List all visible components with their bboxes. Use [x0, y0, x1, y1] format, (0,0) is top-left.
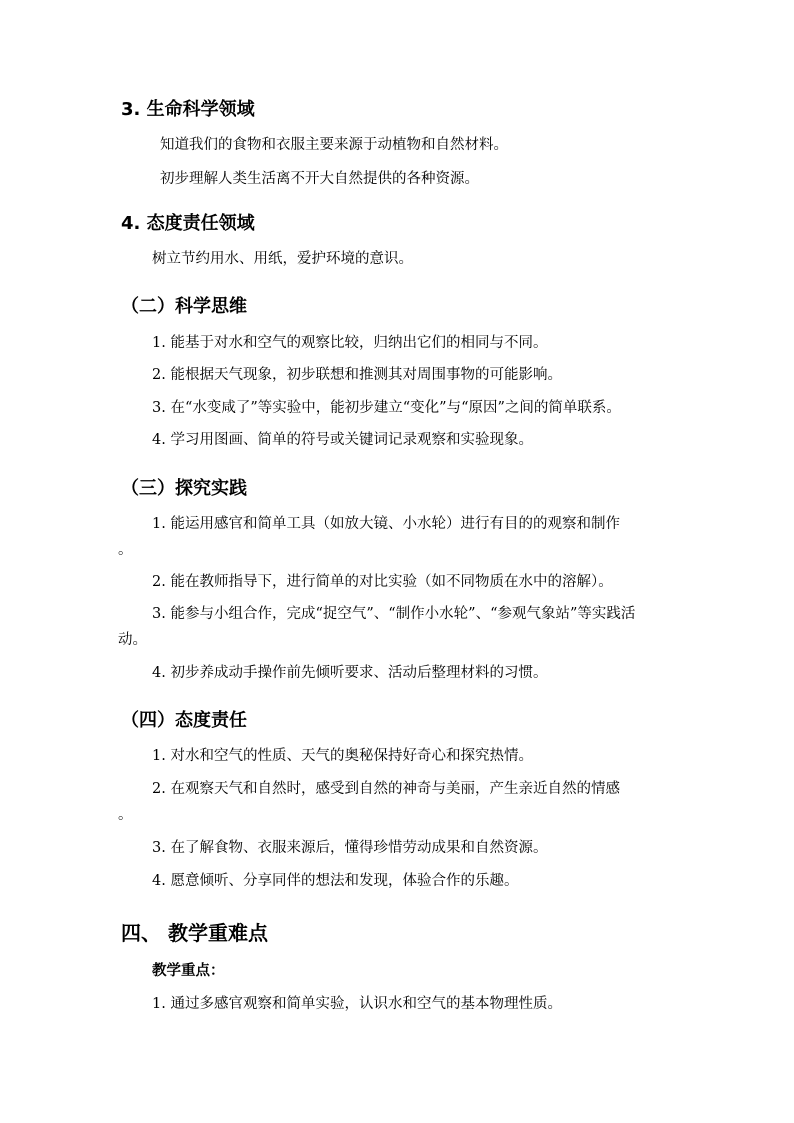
heading-life-science: 3. 生命科学领域 — [121, 99, 255, 120]
paragraph-resources: 初步理解人类生活离不开大自然提供的各种资源。 — [160, 171, 479, 187]
thinking-item-2: 2. 能根据天气现象，初步联想和推测其对周围事物的可能影响。 — [152, 367, 562, 383]
thinking-item-1: 1. 能基于对水和空气的观察比较，归纳出它们的相同与不同。 — [152, 335, 548, 351]
heading-inquiry-practice: （三）探究实践 — [121, 478, 247, 499]
responsibility-item-2-continued: 。 — [118, 807, 133, 823]
practice-item-2: 2. 能在教师指导下，进行简单的对比实验（如不同物质在水中的溶解）。 — [152, 574, 613, 590]
practice-item-4: 4. 初步养成动手操作前先倾听要求、活动后整理材料的习惯。 — [152, 665, 548, 681]
paragraph-food-clothes: 知道我们的食物和衣服主要来源于动植物和自然材料。 — [160, 137, 508, 153]
heading-scientific-thinking: （二）科学思维 — [121, 296, 247, 317]
key-point-item-1: 1. 通过多感官观察和简单实验，认识水和空气的基本物理性质。 — [152, 996, 562, 1012]
responsibility-item-1: 1. 对水和空气的性质、天气的奥秘保持好奇心和探究热情。 — [152, 748, 533, 764]
practice-item-1-continued: 。 — [118, 542, 133, 558]
paragraph-save-water: 树立节约用水、用纸，爱护环境的意识。 — [152, 251, 413, 267]
subheading-teaching-focus: 教学重点： — [152, 963, 225, 979]
practice-item-3-continued: 动。 — [118, 632, 147, 648]
responsibility-item-3: 3. 在了解食物、衣服来源后，懂得珍惜劳动成果和自然资源。 — [152, 840, 548, 856]
thinking-item-4: 4. 学习用图画、简单的符号或关键词记录观察和实验现象。 — [152, 432, 533, 448]
heading-attitude-field: 4. 态度责任领域 — [121, 213, 255, 234]
responsibility-item-4: 4. 愿意倾听、分享同伴的想法和发现，体验合作的乐趣。 — [152, 873, 519, 889]
practice-item-1: 1. 能运用感官和简单工具（如放大镜、小水轮）进行有目的的观察和制作 — [152, 516, 620, 532]
thinking-item-3: 3. 在“水变咸了”等实验中，能初步建立“变化”与“原因”之间的简单联系。 — [152, 400, 621, 416]
heading-attitude-responsibility: （四）态度责任 — [121, 710, 247, 731]
practice-item-3: 3. 能参与小组合作，完成“捉空气”、“制作小水轮”、“参观气象站”等实践活 — [152, 606, 636, 622]
heading-teaching-key-points: 四、 教学重难点 — [121, 921, 268, 945]
responsibility-item-2: 2. 在观察天气和自然时，感受到自然的神奇与美丽，产生亲近自然的情感 — [152, 781, 620, 797]
